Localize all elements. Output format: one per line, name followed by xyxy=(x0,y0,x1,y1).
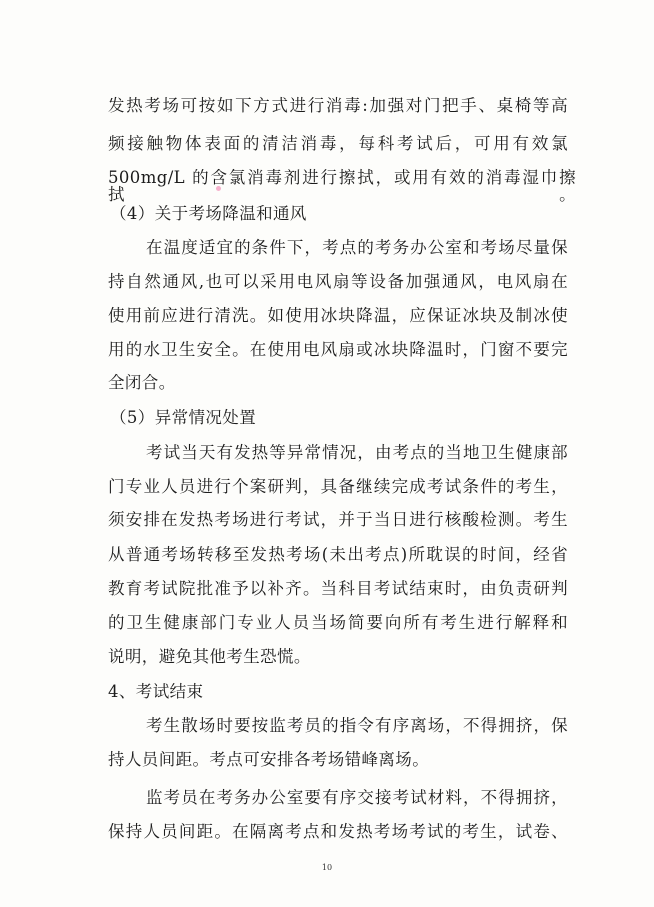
text-line-19: 考生散场时要按监考员的指令有序离场，不得拥挤，保 xyxy=(146,716,568,735)
text-line-11: 考试当天有发热等异常情况，由考点的当地卫生健康部 xyxy=(146,443,568,462)
text-line-22: 保持人员间距。在隔离考点和发热考场考试的考生，试卷、 xyxy=(108,822,568,841)
text-line-7: 使用前应进行清洗。如使用冰块降温，应保证冰块及制冰使 xyxy=(108,306,568,325)
text-line-6: 持自然通风,也可以采用电风扇等设备加强通风，电风扇在 xyxy=(108,272,568,291)
text-line-15: 教育考试院批准予以补齐。当科目考试结束时，由负责研判 xyxy=(108,579,568,598)
text-line-13: 须安排在发热考场进行考试，并于当日进行核酸检测。考生 xyxy=(108,510,568,529)
text-line-8: 用的水卫生安全。在使用电风扇或冰块降温时，门窗不要完 xyxy=(108,340,568,359)
text-line-20: 持人员间距。考点可安排各考场错峰离场。 xyxy=(108,750,430,769)
text-line-14: 从普通考场转移至发热考场(未出考点)所耽误的时间，经省 xyxy=(108,545,568,564)
text-line-9: 全闭合。 xyxy=(108,373,176,392)
text-line-12: 门专业人员进行个案研判，具备继续完成考试条件的考生， xyxy=(108,477,568,496)
text-line-1: 发热考场可按如下方式进行消毒:加强对门把手、桌椅等高 xyxy=(108,96,568,115)
section-heading-5: （5）异常情况处置 xyxy=(110,408,257,427)
text-line-2: 频接触物体表面的清洁消毒，每科考试后，可用有效氯 xyxy=(108,134,568,153)
text-line-16: 的卫生健康部门专业人员当场简要向所有考生进行解释和 xyxy=(108,613,568,632)
page-number: 10 xyxy=(321,863,333,872)
text-line-21: 监考员在考务办公室要有序交接考试材料，不得拥挤， xyxy=(146,788,568,807)
text-line-5: 在温度适宜的条件下，考点的考务办公室和考场尽量保 xyxy=(146,238,568,257)
section-heading-exam-end: 4、考试结束 xyxy=(108,682,204,701)
text-line-3: 500mg/L 的含氯消毒剂进行擦拭，或用有效的消毒湿巾擦拭。 xyxy=(108,168,576,204)
text-line-17: 说明，避免其他考生恐慌。 xyxy=(108,647,311,666)
section-heading-4: （4）关于考场降温和通风 xyxy=(110,204,307,223)
